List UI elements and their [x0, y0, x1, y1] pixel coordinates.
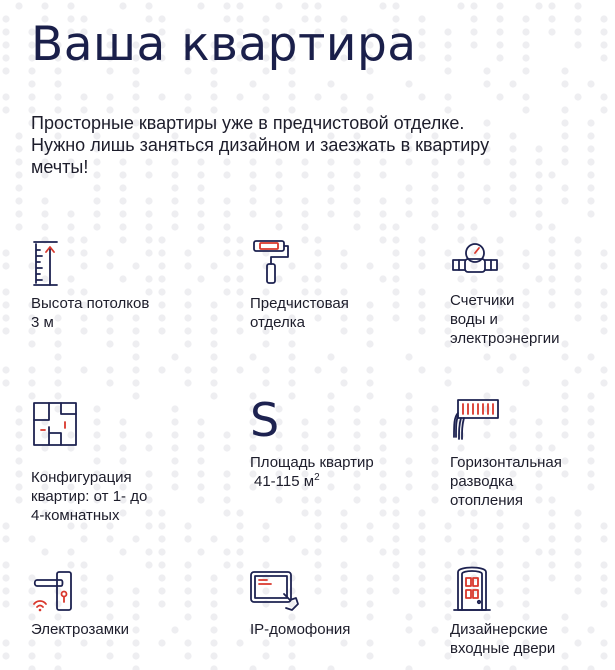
feature-label: разводка: [450, 473, 514, 490]
paint-roller-icon: [250, 238, 300, 286]
meter-icon: [450, 235, 500, 283]
feature-label: Конфигурация: [31, 469, 132, 486]
heating-radiator-icon: [450, 397, 500, 445]
feature-electronic-locks: [31, 564, 129, 639]
feature-label: квартир: от 1- до: [31, 488, 148, 505]
feature-heating: [450, 397, 562, 510]
intro-line: мечты!: [31, 157, 89, 177]
area-unit-superscript: 2: [314, 472, 320, 483]
intro-line: Нужно лишь заняться дизайном и заезжать в квартиру: [31, 135, 490, 155]
electronic-lock-icon: [31, 564, 81, 612]
feature-label: Горизонтальная: [450, 454, 562, 471]
feature-label: Высота потолков: [31, 295, 150, 312]
feature-label: Предчистовая: [250, 295, 349, 312]
feature-ceiling-height: [31, 238, 149, 332]
feature-label: входные двери: [450, 640, 556, 657]
feature-area: [250, 393, 374, 491]
area-range: 41-115 м: [254, 473, 315, 490]
area-s-icon: S: [250, 393, 280, 447]
door-icon: [450, 564, 500, 612]
feature-label: отделка: [250, 314, 305, 331]
ceiling-height-icon: [31, 238, 81, 286]
intro-line: Просторные квартиры уже в предчистовой отделке.: [31, 113, 465, 133]
page-title: Ваша квартира: [31, 17, 417, 72]
feature-label: электроэнергии: [450, 330, 560, 347]
feature-label: отопления: [450, 492, 524, 509]
feature-meters: [450, 235, 560, 348]
feature-label: Площадь квартир: [250, 454, 374, 471]
intercom-tablet-icon: [250, 564, 300, 612]
floor-plan-icon: [31, 400, 81, 454]
feature-value: [250, 472, 374, 491]
feature-label: 4-комнатных: [31, 507, 120, 524]
feature-label: IP-домофония: [250, 621, 351, 638]
feature-label: воды и: [450, 311, 498, 328]
feature-designer-doors: [450, 564, 555, 658]
feature-label: Счетчики: [450, 292, 515, 309]
feature-label: Электрозамки: [31, 621, 129, 638]
feature-ip-intercom: [250, 564, 350, 639]
feature-label: Дизайнерские: [450, 621, 548, 638]
intro-text: [31, 112, 591, 178]
feature-value: 3 м: [31, 314, 54, 331]
feature-configuration: [31, 400, 147, 525]
feature-pre-finish: [250, 238, 349, 332]
